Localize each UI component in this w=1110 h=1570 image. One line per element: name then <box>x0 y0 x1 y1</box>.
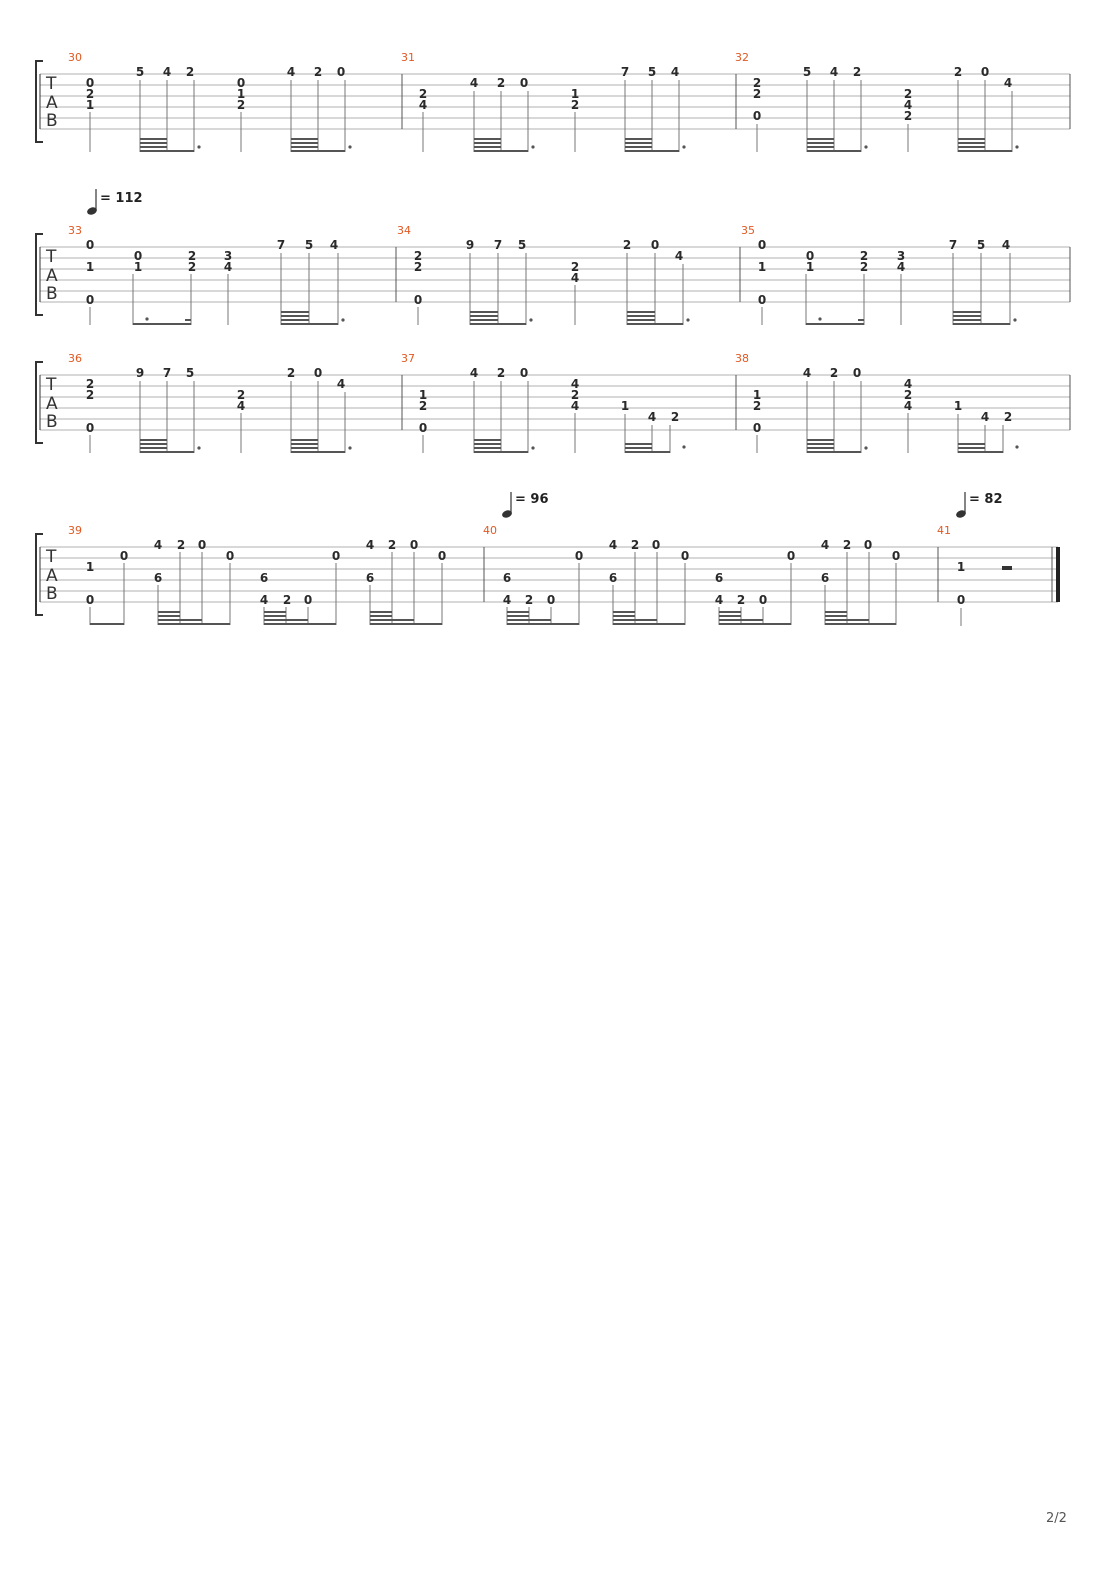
fret-number: 0 <box>418 421 428 435</box>
fret-number: 4 <box>896 260 906 274</box>
fret-number: 4 <box>570 377 580 391</box>
fret-number: 2 <box>413 249 423 263</box>
fret-number: 4 <box>903 399 913 413</box>
fret-number: 0 <box>574 549 584 563</box>
fret-number: 0 <box>519 366 529 380</box>
fret-number: 0 <box>409 538 419 552</box>
fret-number: 0 <box>85 238 95 252</box>
fret-number: 0 <box>133 249 143 263</box>
fret-number: 6 <box>365 571 375 585</box>
tab-clef-a: A <box>46 566 58 586</box>
fret-number: 2 <box>622 238 632 252</box>
fret-number: 7 <box>620 65 630 79</box>
fret-number: 0 <box>519 76 529 90</box>
fret-number: 0 <box>546 593 556 607</box>
tab-clef-b: B <box>46 284 58 304</box>
fret-number: 4 <box>365 538 375 552</box>
fret-number: 4 <box>570 399 580 413</box>
fret-number: 2 <box>852 65 862 79</box>
fret-number: 0 <box>805 249 815 263</box>
fret-number: 4 <box>903 98 913 112</box>
measure-number-38: 38 <box>735 352 749 365</box>
measure-40 <box>503 538 900 607</box>
fret-number: 2 <box>903 87 913 101</box>
fret-number: 2 <box>85 87 95 101</box>
fret-number: 6 <box>153 571 163 585</box>
rhythm-38 <box>757 381 1019 453</box>
fret-number: 7 <box>948 238 958 252</box>
measure-38 <box>753 366 1012 435</box>
fret-number: 0 <box>980 65 990 79</box>
fret-number: 2 <box>176 538 186 552</box>
rhythm-36 <box>90 381 352 453</box>
fret-number: 1 <box>570 87 580 101</box>
fret-number: 0 <box>891 549 901 563</box>
fret-number: 2 <box>630 538 640 552</box>
measure-31 <box>419 65 679 112</box>
fret-number: 0 <box>236 76 246 90</box>
fret-number: 5 <box>647 65 657 79</box>
fret-number: 2 <box>903 388 913 402</box>
tab-clef-b: B <box>46 584 58 604</box>
fret-number: 2 <box>524 593 534 607</box>
fret-number: 0 <box>757 238 767 252</box>
measure-35 <box>758 238 1010 307</box>
fret-number: 5 <box>976 238 986 252</box>
tab-clef-t: T <box>46 375 57 395</box>
fret-number: 2 <box>185 65 195 79</box>
tab-clef-b: B <box>46 412 58 432</box>
fret-number: 2 <box>85 377 95 391</box>
fret-number: 2 <box>752 399 762 413</box>
tab-clef-t: T <box>46 247 57 267</box>
fret-number: 0 <box>331 549 341 563</box>
fret-number: 2 <box>236 388 246 402</box>
fret-number: 2 <box>829 366 839 380</box>
tab-system-3 <box>36 352 1070 453</box>
fret-number: 0 <box>437 549 447 563</box>
fret-number: 9 <box>135 366 145 380</box>
rhythm-30 <box>90 80 352 152</box>
fret-number: 2 <box>418 399 428 413</box>
fret-number: 0 <box>303 593 313 607</box>
rhythm-37 <box>423 381 686 453</box>
measure-number-33: 33 <box>68 224 82 237</box>
page-number: 2/2 <box>1046 1511 1067 1526</box>
fret-number: 1 <box>953 399 963 413</box>
fret-number: 5 <box>135 65 145 79</box>
fret-number: 2 <box>187 260 197 274</box>
half-rest <box>1002 566 1012 570</box>
fret-number: 1 <box>956 560 966 574</box>
fret-number: 2 <box>903 109 913 123</box>
fret-number: 4 <box>153 538 163 552</box>
fret-number: 1 <box>757 260 767 274</box>
fret-number: 6 <box>820 571 830 585</box>
fret-number: 4 <box>502 593 512 607</box>
fret-number: 0 <box>956 593 966 607</box>
fret-number: 5 <box>517 238 527 252</box>
fret-number: 0 <box>752 109 762 123</box>
fret-number: 4 <box>820 538 830 552</box>
rhythm-41 <box>961 566 1012 626</box>
tab-clef-a: A <box>46 266 58 286</box>
fret-number: 0 <box>119 549 129 563</box>
fret-number: 2 <box>187 249 197 263</box>
fret-number: 1 <box>85 260 95 274</box>
fret-number: 0 <box>225 549 235 563</box>
fret-number: 2 <box>496 76 506 90</box>
tab-system-4 <box>36 524 1060 626</box>
measure-34 <box>414 238 683 307</box>
fret-number: 7 <box>276 238 286 252</box>
fret-number: 0 <box>651 538 661 552</box>
fret-number: 2 <box>236 98 246 112</box>
fret-number: 1 <box>133 260 143 274</box>
tab-clef-a: A <box>46 93 58 113</box>
fret-number: 2 <box>752 87 762 101</box>
fret-number: 4 <box>236 399 246 413</box>
tab-clef-t: T <box>46 547 57 567</box>
fret-number: 1 <box>85 560 95 574</box>
fret-number: 0 <box>863 538 873 552</box>
fret-number: 1 <box>236 87 246 101</box>
measure-number-31: 31 <box>401 51 415 64</box>
fret-number: 4 <box>223 260 233 274</box>
fret-number: 4 <box>1001 238 1011 252</box>
fret-number: 0 <box>197 538 207 552</box>
final-barline <box>1056 547 1060 602</box>
fret-number: 3 <box>223 249 233 263</box>
fret-number: 2 <box>570 388 580 402</box>
fret-number: 4 <box>829 65 839 79</box>
fret-number: 4 <box>336 377 346 391</box>
measure-30 <box>86 65 345 112</box>
fret-number: 4 <box>418 98 428 112</box>
fret-number: 0 <box>336 65 346 79</box>
measure-number-30: 30 <box>68 51 82 64</box>
tempo-mark-112 <box>86 189 142 216</box>
fret-number: 0 <box>852 366 862 380</box>
tab-system-1 <box>36 51 1070 152</box>
measure-number-41: 41 <box>937 524 951 537</box>
fret-number: 0 <box>313 366 323 380</box>
fret-number: 7 <box>493 238 503 252</box>
fret-number: 4 <box>570 271 580 285</box>
fret-number: 0 <box>757 293 767 307</box>
fret-number: 2 <box>859 260 869 274</box>
fret-number: 0 <box>758 593 768 607</box>
fret-number: 0 <box>85 293 95 307</box>
barlines <box>484 547 1052 602</box>
rhythm-40 <box>507 552 896 625</box>
barlines <box>402 375 1070 430</box>
fret-number: 4 <box>329 238 339 252</box>
measure-number-39: 39 <box>68 524 82 537</box>
measure-number-35: 35 <box>741 224 755 237</box>
fret-number: 4 <box>714 593 724 607</box>
fret-number: 0 <box>786 549 796 563</box>
fret-number: 0 <box>680 549 690 563</box>
measure-number-37: 37 <box>401 352 415 365</box>
tempo-mark-82 <box>955 492 1002 519</box>
fret-number: 1 <box>752 388 762 402</box>
measure-36 <box>86 366 345 435</box>
fret-number: 4 <box>903 377 913 391</box>
fret-number: 0 <box>85 76 95 90</box>
fret-number: 1 <box>620 399 630 413</box>
fret-number: 2 <box>413 260 423 274</box>
fret-number: 5 <box>802 65 812 79</box>
fret-number: 2 <box>496 366 506 380</box>
fret-number: 2 <box>842 538 852 552</box>
rhythm-35 <box>762 253 1017 325</box>
fret-number: 4 <box>802 366 812 380</box>
fret-number: 2 <box>752 76 762 90</box>
rhythm-34 <box>418 253 690 325</box>
fret-number: 2 <box>570 260 580 274</box>
fret-number: 4 <box>608 538 618 552</box>
fret-number: 4 <box>286 65 296 79</box>
tempo-value: = 96 <box>515 492 549 507</box>
fret-number: 2 <box>286 366 296 380</box>
measure-41 <box>957 560 965 607</box>
fret-number: 4 <box>980 410 990 424</box>
fret-number: 4 <box>674 249 684 263</box>
fret-number: 2 <box>570 98 580 112</box>
rhythm-33 <box>90 253 345 325</box>
tempo-value: = 82 <box>969 492 1003 507</box>
measure-33 <box>86 238 338 307</box>
fret-number: 2 <box>387 538 397 552</box>
fret-number: 4 <box>162 65 172 79</box>
fret-number: 2 <box>670 410 680 424</box>
fret-number: 7 <box>162 366 172 380</box>
fret-number: 1 <box>418 388 428 402</box>
measure-number-40: 40 <box>483 524 497 537</box>
fret-number: 4 <box>1003 76 1013 90</box>
fret-number: 2 <box>418 87 428 101</box>
fret-number: 1 <box>805 260 815 274</box>
barlines <box>396 247 1070 302</box>
fret-number: 6 <box>259 571 269 585</box>
fret-number: 0 <box>752 421 762 435</box>
fret-number: 4 <box>647 410 657 424</box>
fret-number: 2 <box>313 65 323 79</box>
rhythm-39 <box>90 552 442 625</box>
fret-number: 0 <box>413 293 423 307</box>
fret-number: 2 <box>1003 410 1013 424</box>
fret-number: 6 <box>608 571 618 585</box>
fret-number: 0 <box>85 421 95 435</box>
rhythm-32 <box>757 80 1019 152</box>
fret-number: 2 <box>85 388 95 402</box>
fret-number: 0 <box>650 238 660 252</box>
fret-number: 5 <box>185 366 195 380</box>
tab-clef-a: A <box>46 394 58 414</box>
fret-number: 6 <box>714 571 724 585</box>
fret-number: 6 <box>502 571 512 585</box>
tab-clef-b: B <box>46 111 58 131</box>
fret-number: 2 <box>953 65 963 79</box>
fret-number: 1 <box>85 98 95 112</box>
fret-number: 4 <box>670 65 680 79</box>
measure-number-32: 32 <box>735 51 749 64</box>
fret-number: 4 <box>469 76 479 90</box>
tab-system-2 <box>36 224 1070 325</box>
tempo-mark-96 <box>501 492 548 519</box>
tempo-value: = 112 <box>100 191 143 206</box>
fret-number: 3 <box>896 249 906 263</box>
fret-number: 4 <box>259 593 269 607</box>
measure-number-34: 34 <box>397 224 411 237</box>
fret-number: 2 <box>859 249 869 263</box>
fret-number: 2 <box>282 593 292 607</box>
fret-number: 4 <box>469 366 479 380</box>
fret-number: 0 <box>85 593 95 607</box>
tab-clef-t: T <box>46 74 57 94</box>
measure-37 <box>419 366 679 435</box>
fret-number: 9 <box>465 238 475 252</box>
measure-number-36: 36 <box>68 352 82 365</box>
fret-number: 2 <box>736 593 746 607</box>
fret-number: 5 <box>304 238 314 252</box>
rhythm-31 <box>423 80 686 152</box>
